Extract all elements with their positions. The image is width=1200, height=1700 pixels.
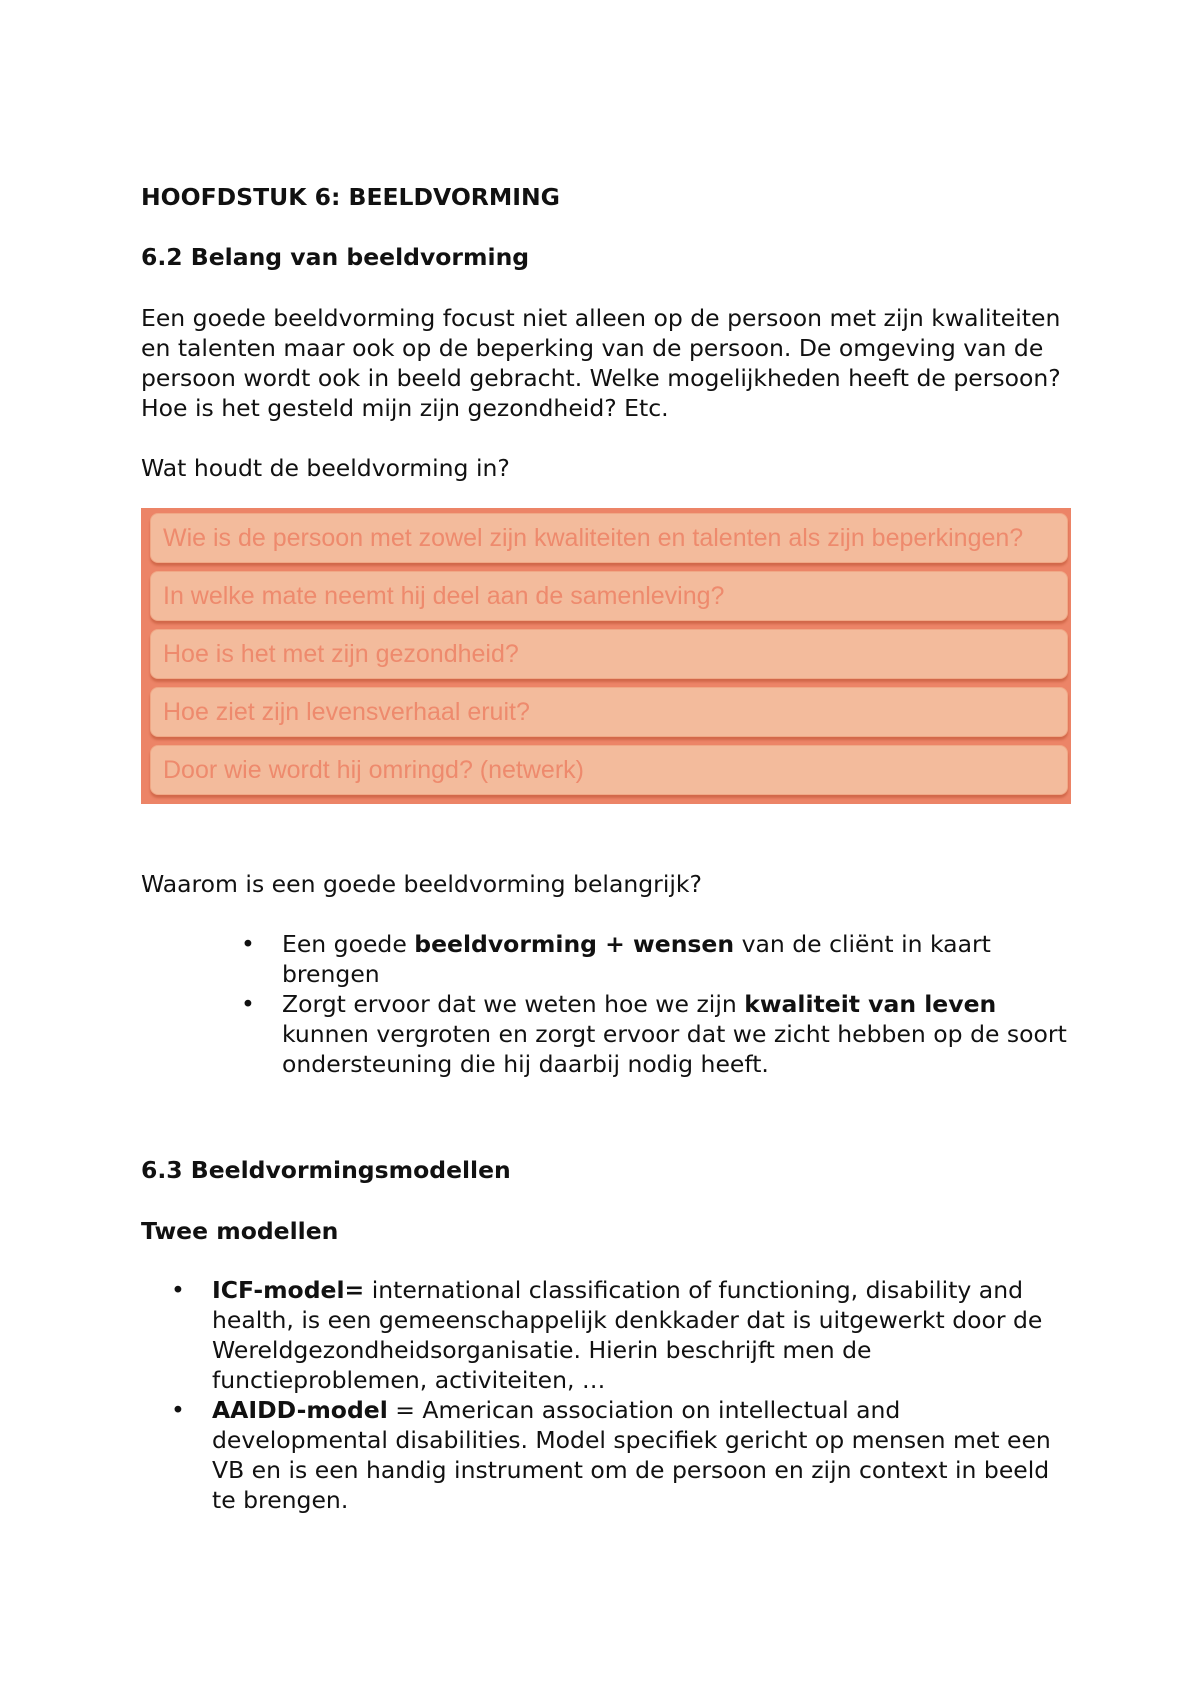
diagram-item: Wie is de persoon met zowel zijn kwaliteiten en talenten als zijn beperkingen? bbox=[150, 513, 1068, 563]
bullet-bold-text: kwaliteit van leven bbox=[744, 990, 997, 1018]
model-description: international classification of functioning, disability and health, is een gemeenschappelijk denkkader dat is uitgewerkt door de Wereldgezondheidsorganisatie. Hierin beschrijft men de functieproblemen, activiteiten, … bbox=[212, 1276, 1043, 1394]
list-item bbox=[241, 929, 1071, 989]
bullet-text-after: van de cliënt in kaart brengen bbox=[282, 930, 991, 988]
section-heading-modellen: 6.3 Beeldvormingsmodellen bbox=[141, 1156, 511, 1184]
diagram-item: In welke mate neemt hij deel aan de samenleving? bbox=[150, 571, 1068, 621]
diagram-item: Door wie wordt hij omringd? (netwerk) bbox=[150, 745, 1068, 795]
why-question: Waarom is een goede beeldvorming belangrijk? bbox=[141, 870, 702, 898]
diagram-item: Hoe ziet zijn levensverhaal eruit? bbox=[150, 687, 1068, 737]
bullet-text-before: Zorgt ervoor dat we weten hoe we zijn bbox=[282, 990, 745, 1018]
subheading-twee-modellen: Twee modellen bbox=[141, 1217, 339, 1245]
model-name: ICF-model= bbox=[212, 1276, 365, 1304]
model-name: AAIDD-model bbox=[212, 1396, 388, 1424]
beeldvorming-diagram bbox=[141, 508, 1071, 804]
chapter-title: HOOFDSTUK 6: BEELDVORMING bbox=[141, 183, 560, 211]
bullet-text-after: kunnen vergroten en zorgt ervoor dat we zicht hebben op de soort ondersteuning die hij daarbij nodig heeft. bbox=[282, 1020, 1067, 1078]
model-description: = American association on intellectual and developmental disabilities. Model specifiek gericht op mensen met een VB en is een handig instrument om de persoon en zijn context in beeld te brengen. bbox=[212, 1396, 1051, 1514]
why-bullet-list bbox=[241, 929, 1071, 1079]
question-text: Wat houdt de beeldvorming in? bbox=[141, 454, 510, 482]
section-heading-belang: 6.2 Belang van beeldvorming bbox=[141, 243, 530, 271]
intro-paragraph: Een goede beeldvorming focust niet alleen op de persoon met zijn kwaliteiten en talenten maar ook op de beperking van de persoon. De omgeving van de persoon wordt ook in beeld gebracht. Welke mogelijkheden heeft de persoon? Hoe is het gesteld mijn zijn gezondheid? Etc. bbox=[141, 304, 1061, 422]
bullet-bold-text: beeldvorming + wensen bbox=[414, 930, 735, 958]
list-item bbox=[171, 1275, 1071, 1395]
bullet-text-before: Een goede bbox=[282, 930, 415, 958]
list-item bbox=[241, 989, 1071, 1079]
list-item bbox=[171, 1395, 1071, 1515]
document-page bbox=[141, 182, 1071, 1515]
diagram-item: Hoe is het met zijn gezondheid? bbox=[150, 629, 1068, 679]
model-bullet-list bbox=[171, 1275, 1071, 1515]
